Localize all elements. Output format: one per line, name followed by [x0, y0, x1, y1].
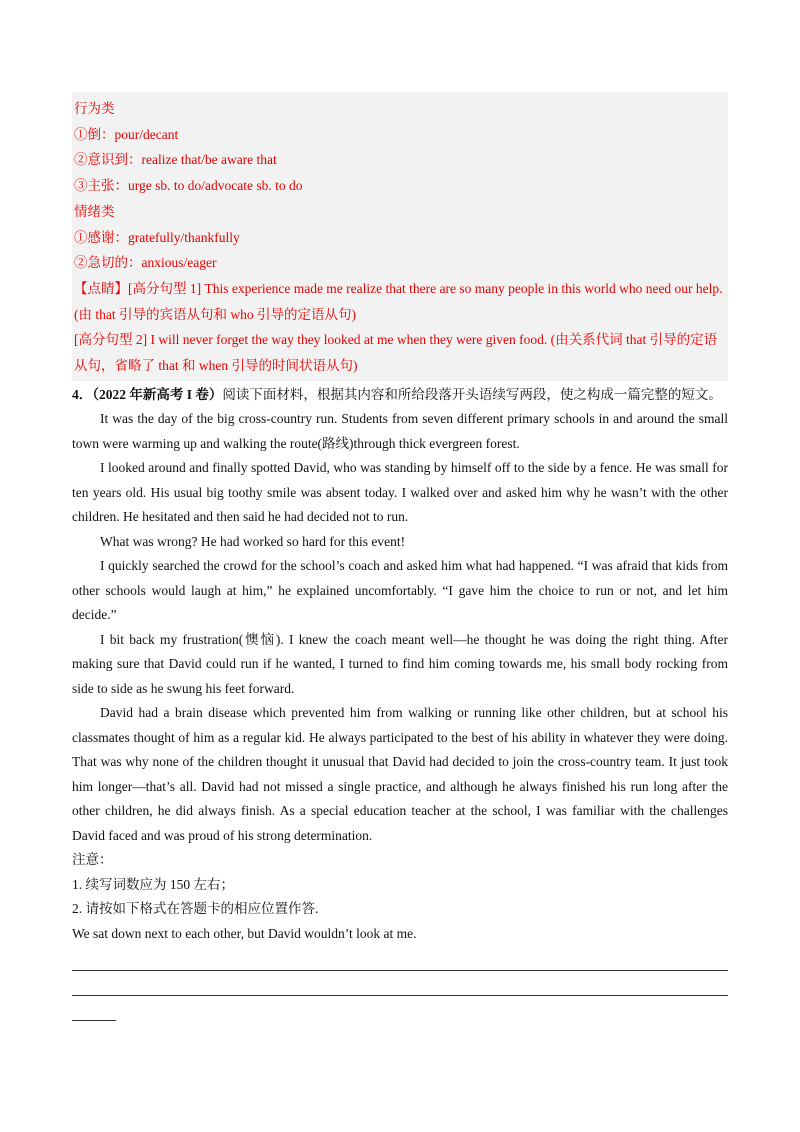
category-emotion: 情绪类 [74, 203, 115, 219]
passage-paragraph: David had a brain disease which prevented him from walking or running like other children, but at school his classmates thought of him as a regular kid. He always participated to the best of his ability in whatever they were doing. That was why none of the children thought it unusual that David had decided to join the cross-country team. It just took him longer—that’s all. David had not missed a single practice, and although he always finished his run long after the other children, he did always finish. As a special education teacher at the school, I was familiar with the challenges David faced and was proud of his strong determination. [72, 705, 728, 843]
vocabulary-tips-box [72, 92, 728, 381]
notes [72, 848, 728, 922]
highlight-sentence-2: [高分句型 2] I will never forget the way they looked at me when they were given food. (由关系代词 that 引导的定语从句，省略了 that 和 when 引导的时间状语从句) [74, 332, 718, 374]
note-item: 2. 请按如下格式在答题卡的相应位置作答. [72, 901, 319, 917]
highlight-sentence-1: 【点睛】[高分句型 1] This experience made me realize that there are so many people in this world who need our help. (由 that 引导的宾语从句和 who 引导的定语从句) [74, 280, 723, 322]
tip-item: ②急切的：anxious/eager [74, 255, 217, 271]
tip-item: ①感谢：gratefully/thankfully [74, 229, 240, 245]
question-header [72, 383, 728, 408]
notes-label: 注意： [72, 852, 113, 868]
question-number: 4． [72, 386, 93, 402]
tip-item: ③主张：urge sb. to do/advocate sb. to do [74, 178, 303, 194]
passage-paragraph: I bit back my frustration(懊恼). I knew the coach meant well—he thought he was doing the right thing. After making sure that David could run if he wanted, I turned to find him coming towards me, his small body rocking from side to side as he swung his feet forward. [72, 631, 728, 696]
document-page [72, 92, 728, 1021]
question-instruction: 阅读下面材料，根据其内容和所给段落开头语续写两段，使之构成一篇完整的短文。 [222, 386, 722, 402]
answer-line-short[interactable] [72, 996, 116, 1021]
note-item: 1. 续写词数应为 150 左右； [72, 876, 234, 892]
tip-item: ②意识到：realize that/be aware that [74, 152, 277, 168]
passage-paragraph: I quickly searched the crowd for the school’s coach and asked him what had happened. “I was afraid that kids from other schools would laugh at him,” he explained uncomfortably. “I gave him the choice to run or not, and let him decide.” [72, 558, 728, 623]
passage-paragraph: What was wrong? He had worked so hard for this event! [100, 533, 406, 549]
passage-paragraph: I looked around and finally spotted David, who was standing by himself off to the side by a fence. He was small for ten years old. His usual big toothy smile was absent today. I walked over and asked him why he wasn’t with the other children. He hesitated and then said he had decided not to run. [72, 460, 728, 525]
tip-item: ①倒：pour/decant [74, 126, 179, 142]
passage [72, 407, 728, 848]
opening-line: We sat down next to each other, but David wouldn’t look at me. [72, 925, 417, 941]
passage-paragraph: It was the day of the big cross-country run. Students from seven different primary schools in and around the small town were warming up and walking the route(路线)through thick evergreen forest. [72, 411, 728, 451]
question-source: （2022 年新高考 I 卷） [92, 386, 223, 402]
category-behavior: 行为类 [74, 101, 115, 116]
answer-line[interactable] [72, 946, 728, 971]
answer-line[interactable] [72, 971, 728, 996]
